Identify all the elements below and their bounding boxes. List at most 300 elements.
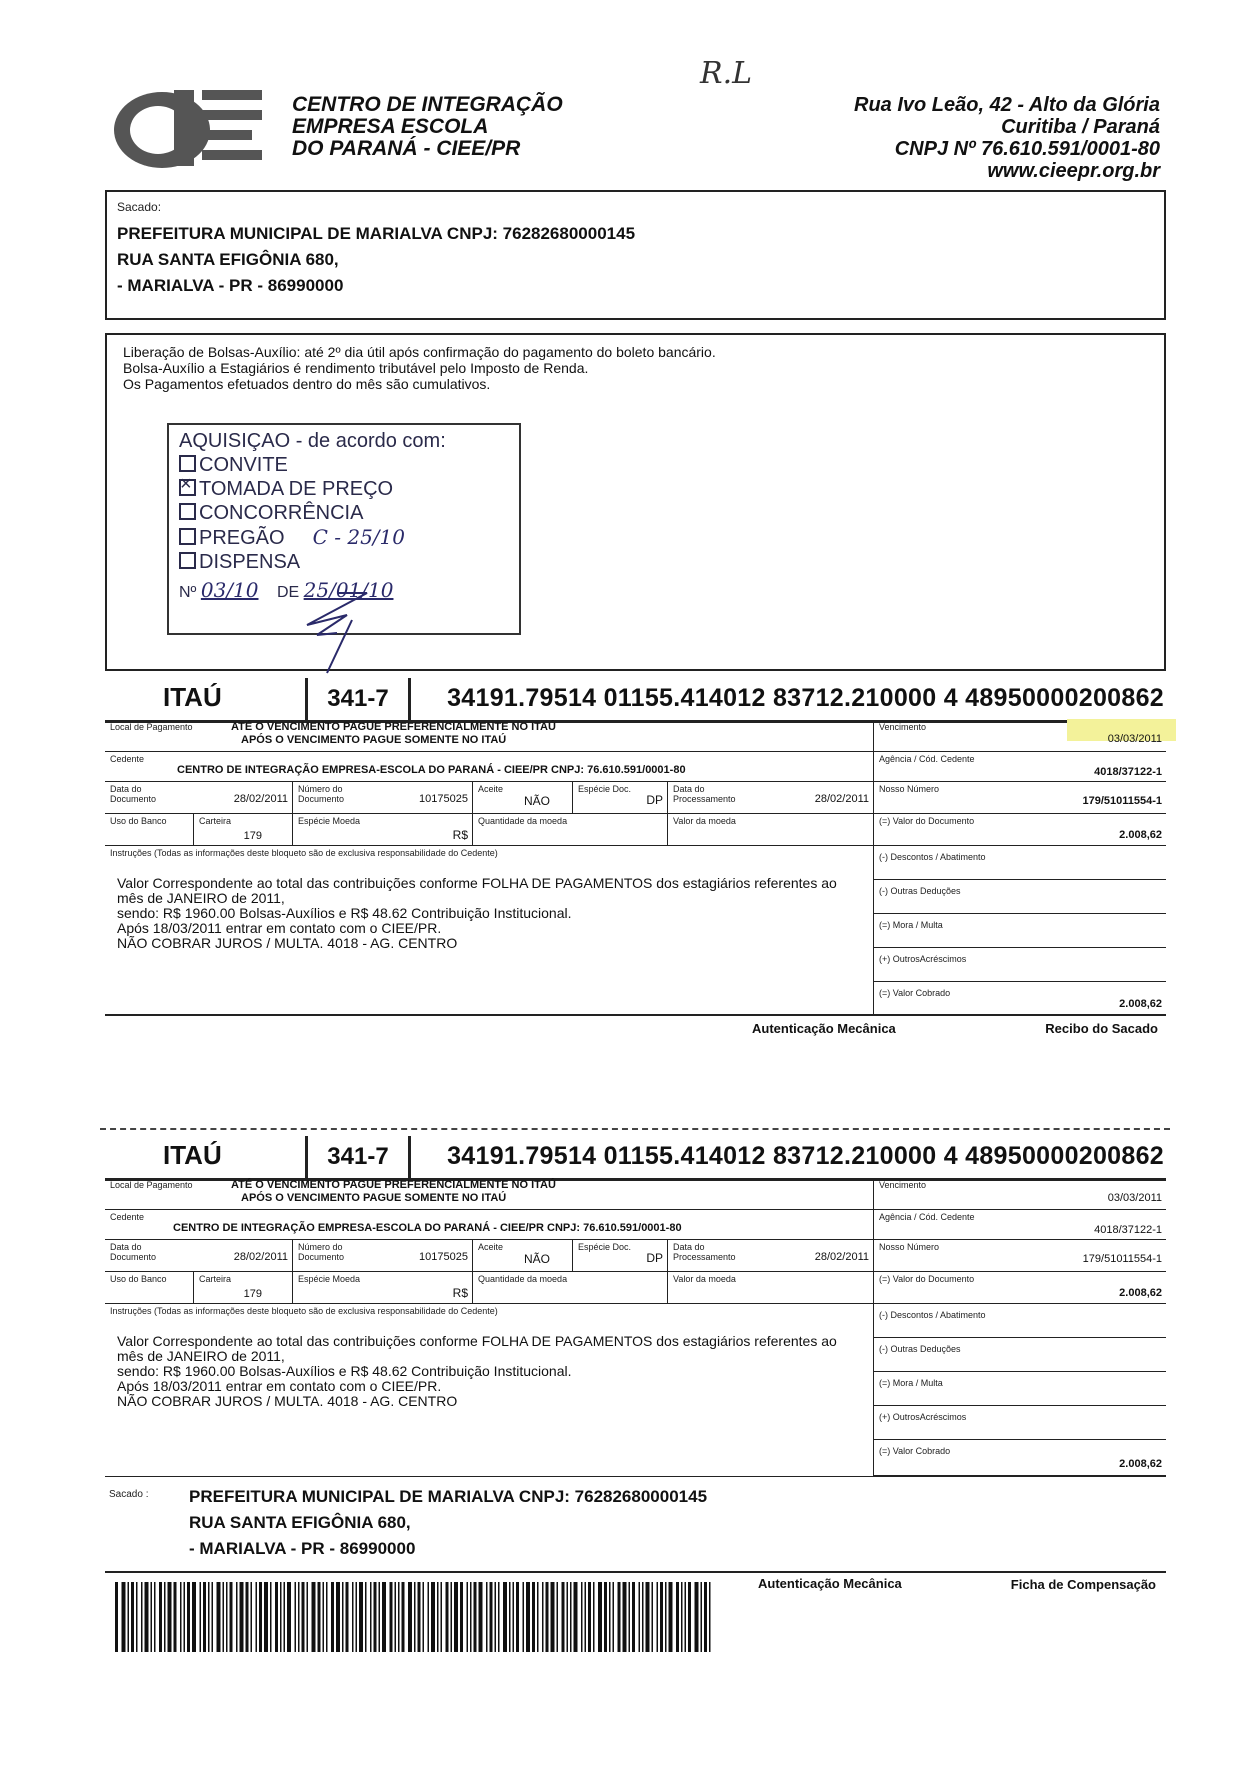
barcode-bar [613, 1582, 615, 1652]
barcode-bar [532, 1582, 535, 1652]
barcode-bar [513, 1582, 515, 1652]
barcode-bar [479, 1582, 483, 1652]
field-label: Número do Documento [298, 784, 345, 804]
autenticacao-mecanica-label: Autenticação Mecânica [758, 1576, 902, 1591]
local-line: ATÉ O VENCIMENTO PAGUE PREFERENCIALMENTE NO ITAÚ [231, 721, 556, 733]
vencimento-cell [873, 1178, 1166, 1210]
boleto-grid-top [105, 720, 1166, 1016]
barcode-bar [174, 1582, 177, 1652]
instrucoes-cell [105, 846, 873, 1016]
especie-doc-value: DP [646, 793, 663, 807]
aceite-value: NÃO [523, 794, 550, 808]
checked-checkbox-icon [179, 479, 196, 496]
barcode-bar [562, 1582, 565, 1652]
cut-line [100, 1128, 1170, 1130]
barcode [115, 1582, 715, 1652]
barcode-bar [646, 1582, 650, 1652]
field-label: Nosso Número [879, 784, 940, 794]
barcode-bar [557, 1582, 559, 1652]
barcode-bar [431, 1582, 435, 1652]
agencia-cell [873, 1210, 1166, 1240]
field-label: Valor da moeda [673, 1274, 736, 1284]
stamp-option-concorrencia [179, 501, 509, 525]
barcode-bar [270, 1582, 272, 1652]
checkbox-icon [179, 528, 196, 545]
field-label: (=) Valor Cobrado [879, 988, 951, 998]
barcode-bar [454, 1582, 458, 1652]
sacado-name: PREFEITURA MUNICIPAL DE MARIALVA CNPJ: 76282680000145 [189, 1487, 708, 1506]
organization-name [292, 94, 563, 160]
barcode-bar [551, 1582, 555, 1652]
barcode-bar [490, 1582, 493, 1652]
quantidade-moeda-cell [472, 814, 667, 846]
especie-moeda-cell [292, 814, 472, 846]
field-label: (-) Descontos / Abatimento [879, 1310, 986, 1320]
handwritten-date: 25/01/10 [303, 578, 394, 602]
barcode-bar [402, 1582, 405, 1652]
valor-documento-cell [873, 814, 1166, 846]
barcode-bar [509, 1582, 511, 1652]
especie-moeda-value: R$ [452, 1286, 468, 1300]
field-label: Espécie Moeda [298, 816, 361, 826]
sacado-street: RUA SANTA EFIGÔNIA 680, [117, 250, 339, 269]
barcode-bar [498, 1582, 500, 1652]
barcode-bar [326, 1582, 328, 1652]
field-label: Agência / Cód. Cedente [879, 754, 975, 764]
outros-acrescimos-cell [873, 948, 1166, 982]
barcode-bar [280, 1582, 282, 1652]
barcode-bar [115, 1582, 118, 1652]
field-label: Carteira [199, 1274, 232, 1284]
valor-cobrado-cell [873, 982, 1166, 1016]
barcode-bar [192, 1582, 196, 1652]
agencia-value: 4018/37122-1 [1094, 766, 1162, 778]
barcode-bar [302, 1582, 305, 1652]
barcode-bar [669, 1582, 673, 1652]
cnpj-line: CNPJ Nº 76.610.591/0001-80 [894, 138, 1160, 160]
barcode-bar [546, 1582, 549, 1652]
barcode-bar [437, 1582, 439, 1652]
mora-multa-cell [873, 914, 1166, 948]
local-pagamento-cell [105, 720, 873, 752]
valor-moeda-cell [667, 814, 873, 846]
city-line: Curitiba / Paraná [1001, 116, 1160, 138]
signature-scribble [277, 585, 397, 675]
barcode-bar [212, 1582, 214, 1652]
stamp-option-pregao [179, 525, 509, 550]
checkbox-icon [179, 455, 196, 472]
especie-moeda-value: R$ [452, 828, 468, 842]
sacado-box [105, 190, 1166, 320]
local-pagamento-value [231, 721, 556, 747]
barcode-bar [226, 1582, 228, 1652]
barcode-bar [336, 1582, 340, 1652]
barcode-bar [609, 1582, 611, 1652]
field-label: Data do Documento [110, 1242, 157, 1262]
barcode-bar [128, 1582, 130, 1652]
barcode-bar [441, 1582, 443, 1652]
field-label: Espécie Doc. [578, 784, 632, 794]
boleto-grid-bottom [105, 1178, 1166, 1476]
numero-documento-value: 10175025 [419, 1251, 468, 1263]
barcode-bar [307, 1582, 309, 1652]
bank-name: ITAÚ [163, 682, 222, 712]
barcode-bar [567, 1582, 569, 1652]
barcode-bar [145, 1582, 149, 1652]
vencimento-cell [873, 720, 1166, 752]
aceite-cell [472, 782, 572, 814]
local-pagamento-cell [105, 1178, 873, 1210]
barcode-bar [346, 1582, 349, 1652]
organization-address [854, 94, 1160, 182]
aceite-value: NÃO [523, 1252, 550, 1266]
vencimento-value: 03/03/2011 [1107, 1192, 1162, 1204]
data-processamento-cell [667, 782, 873, 814]
barcode-bar [704, 1582, 707, 1652]
field-label: Valor da moeda [673, 816, 736, 826]
barcode-bar [240, 1582, 244, 1652]
barcode-bar [122, 1582, 126, 1652]
barcode-bar [516, 1582, 519, 1652]
field-label: (-) Outras Deduções [879, 1344, 961, 1354]
valor-cobrado-value: 2.008,62 [1119, 998, 1162, 1010]
agencia-cell [873, 752, 1166, 782]
field-label: Data do Processamento [673, 784, 736, 804]
handwritten-number: 03/10 [200, 578, 259, 602]
field-label: Espécie Doc. [578, 1242, 632, 1252]
barcode-bar [495, 1582, 497, 1652]
barcode-bar [526, 1582, 530, 1652]
info-box [105, 333, 1166, 671]
field-label: (=) Mora / Multa [879, 920, 943, 930]
carteira-value: 179 [243, 1288, 262, 1300]
instruction-line: Valor Correspondente ao total das contribuições conforme FOLHA DE PAGAMENTOS dos estagiários referentes ao [117, 875, 837, 891]
vencimento-value: 03/03/2011 [1107, 733, 1162, 745]
field-label: (+) OutrosAcréscimos [879, 1412, 967, 1422]
barcode-bar [486, 1582, 488, 1652]
option-label: PREGÃO [199, 527, 285, 549]
barcode-bar [180, 1582, 182, 1652]
barcode-bar [642, 1582, 644, 1652]
barcode-bar [352, 1582, 354, 1652]
numero-documento-cell [292, 1240, 472, 1272]
barcode-bar [275, 1582, 278, 1652]
sacado-name: PREFEITURA MUNICIPAL DE MARIALVA CNPJ: 76282680000145 [117, 224, 636, 243]
org-line-3: DO PARANÁ - CIEE/PR [292, 137, 521, 160]
stamp-title: AQUISIÇAO - de acordo com: [179, 430, 446, 452]
data-documento-value: 28/02/2011 [233, 793, 288, 805]
barcode-bar [236, 1582, 238, 1652]
info-line: Os Pagamentos efetuados dentro do mês são cumulativos. [123, 376, 491, 392]
local-line: ATÉ O VENCIMENTO PAGUE PREFERENCIALMENTE NO ITAÚ [231, 1179, 556, 1191]
outras-deducoes-cell [873, 880, 1166, 914]
barcode-bar [251, 1582, 253, 1652]
field-label: Cedente [110, 1212, 145, 1222]
instruction-line: Após 18/03/2011 entrar em contato com o CIEE/PR. [117, 920, 442, 936]
especie-doc-value: DP [646, 1251, 663, 1265]
local-pagamento-value [231, 1179, 556, 1205]
data-documento-value: 28/02/2011 [233, 1251, 288, 1263]
valor-documento-value: 2.008,62 [1119, 829, 1162, 841]
field-label: Quantidade da moeda [478, 816, 568, 826]
barcode-bar [585, 1582, 587, 1652]
info-line: Bolsa-Auxílio a Estagiários é rendimento tributável pelo Imposto de Renda. [123, 360, 589, 376]
barcode-bar [246, 1582, 249, 1652]
cedente-value: CENTRO DE INTEGRAÇÃO EMPRESA-ESCOLA DO PARANÁ - CIEE/PR CNPJ: 76.610.591/0001-80 [177, 764, 686, 776]
stamp-option-dispensa [179, 550, 509, 574]
bank-header-row-bottom [105, 1136, 1166, 1181]
barcode-bar [159, 1582, 162, 1652]
field-label: Nosso Número [879, 1242, 940, 1252]
barcode-bar [359, 1582, 363, 1652]
bank-header-row [105, 678, 1166, 723]
stamp-option-convite [179, 453, 509, 477]
outras-deducoes-cell [873, 1338, 1166, 1372]
barcode-bar [256, 1582, 258, 1652]
valor-documento-cell [873, 1272, 1166, 1304]
barcode-bar [259, 1582, 262, 1652]
barcode-bar [618, 1582, 621, 1652]
barcode-bar [639, 1582, 641, 1652]
barcode-bar [187, 1582, 190, 1652]
barcode-bar [331, 1582, 334, 1652]
field-label: Número do Documento [298, 1242, 345, 1262]
barcode-bar [695, 1582, 699, 1652]
barcode-bar [395, 1582, 397, 1652]
barcode-bar [701, 1582, 703, 1652]
field-label: (=) Mora / Multa [879, 1378, 943, 1388]
barcode-bar [379, 1582, 381, 1652]
barcode-bar [370, 1582, 372, 1652]
field-label: Quantidade da moeda [478, 1274, 568, 1284]
info-text [123, 344, 716, 392]
barcode-bar [423, 1582, 425, 1652]
barcode-bar [523, 1582, 525, 1652]
descontos-cell [873, 846, 1166, 880]
barcode-bar [203, 1582, 206, 1652]
barcode-bar [446, 1582, 449, 1652]
outros-acrescimos-cell [873, 1406, 1166, 1440]
field-label: Vencimento [879, 1180, 927, 1190]
address-line: Rua Ivo Leão, 42 - Alto da Glória [854, 94, 1160, 116]
barcode-bar [418, 1582, 421, 1652]
barcode-bar [652, 1582, 654, 1652]
barcode-bar [542, 1582, 544, 1652]
field-label: (-) Outras Deduções [879, 886, 961, 896]
option-label: CONCORRÊNCIA [199, 502, 364, 524]
barcode-bar [164, 1582, 166, 1652]
barcode-bar [623, 1582, 627, 1652]
option-label: TOMADA DE PREÇO [199, 478, 394, 500]
field-label: Local de Pagamento [110, 1180, 193, 1190]
checkbox-icon [179, 503, 196, 520]
barcode-bar [141, 1582, 143, 1652]
instruction-line: sendo: R$ 1960.00 Bolsas-Auxílios e R$ 48.62 Contribuição Institucional. [117, 1363, 572, 1379]
recibo-sacado-label: Recibo do Sacado [1045, 1021, 1158, 1036]
bank-code: 341-7 [305, 678, 411, 720]
cedente-cell [105, 752, 873, 782]
barcode-bar [131, 1582, 134, 1652]
nosso-numero-cell [873, 1240, 1166, 1272]
barcode-bar [200, 1582, 202, 1652]
barcode-bar [414, 1582, 416, 1652]
barcode-bar [503, 1582, 507, 1652]
field-label: Agência / Cód. Cedente [879, 1212, 975, 1222]
valor-documento-value: 2.008,62 [1119, 1287, 1162, 1299]
field-label: Uso do Banco [110, 816, 167, 826]
sacado-bottom-block [105, 1476, 1166, 1573]
barcode-bar [709, 1582, 711, 1652]
barcode-bar [681, 1582, 683, 1652]
barcode-bar [632, 1582, 635, 1652]
barcode-bar [460, 1582, 463, 1652]
data-documento-cell [105, 782, 292, 814]
barcode-bar [342, 1582, 344, 1652]
barcode-bar [230, 1582, 233, 1652]
info-line: Liberação de Bolsas-Auxílio: até 2º dia útil após confirmação do pagamento do boleto bancário. [123, 344, 716, 360]
barcode-bar [604, 1582, 607, 1652]
barcode-bar [151, 1582, 153, 1652]
sacado-street: RUA SANTA EFIGÔNIA 680, [189, 1513, 411, 1532]
aceite-cell [472, 1240, 572, 1272]
local-line: APÓS O VENCIMENTO PAGUE SOMENTE NO ITAÚ [241, 734, 507, 746]
cedente-value: CENTRO DE INTEGRAÇÃO EMPRESA-ESCOLA DO PARANÁ - CIEE/PR CNPJ: 76.610.591/0001-80 [173, 1222, 682, 1234]
quantidade-moeda-cell [472, 1272, 667, 1304]
barcode-bar [264, 1582, 268, 1652]
uso-banco-cell [105, 814, 193, 846]
instruction-line: mês de JANEIRO de 2011, [117, 890, 285, 906]
barcode-bar [629, 1582, 631, 1652]
sacado-city: - MARIALVA - PR - 86990000 [189, 1539, 416, 1558]
instruction-line: Após 18/03/2011 entrar em contato com o CIEE/PR. [117, 1378, 442, 1394]
stamp-option-tomada [179, 477, 509, 501]
barcode-bar [676, 1582, 679, 1652]
valor-cobrado-value: 2.008,62 [1119, 1458, 1162, 1470]
ficha-compensacao-label: Ficha de Compensação [1010, 1577, 1156, 1592]
local-line: APÓS O VENCIMENTO PAGUE SOMENTE NO ITAÚ [241, 1192, 507, 1204]
barcode-bar [217, 1582, 221, 1652]
carteira-cell [193, 1272, 292, 1304]
instruction-line: Valor Correspondente ao total das contribuições conforme FOLHA DE PAGAMENTOS dos estagiários referentes ao [117, 1333, 837, 1349]
instrucoes-text [117, 1334, 837, 1409]
checkbox-icon [179, 552, 196, 569]
field-label: (=) Valor Cobrado [879, 1446, 951, 1456]
barcode-bar [365, 1582, 367, 1652]
barcode-bar [685, 1582, 687, 1652]
date-label: DE [276, 584, 300, 601]
instruction-line: sendo: R$ 1960.00 Bolsas-Auxílios e R$ 48.62 Contribuição Institucional. [117, 905, 572, 921]
ciee-logo [112, 86, 280, 170]
website-link[interactable]: www.cieepr.org.br [987, 160, 1160, 182]
sacado-label: Sacado: [117, 200, 162, 214]
barcode-bar [474, 1582, 477, 1652]
sacado-label: Sacado : [109, 1489, 149, 1500]
nosso-numero-value: 179/51011554-1 [1082, 1253, 1162, 1265]
carteira-cell [193, 814, 292, 846]
instruction-line: mês de JANEIRO de 2011, [117, 1348, 285, 1364]
barcode-bar [581, 1582, 583, 1652]
barcode-bar [688, 1582, 691, 1652]
option-label: DISPENSA [199, 551, 301, 573]
field-label: Data do Documento [110, 784, 157, 804]
data-documento-cell [105, 1240, 292, 1272]
autenticacao-mecanica-label: Autenticação Mecânica [752, 1021, 896, 1036]
barcode-bar [287, 1582, 291, 1652]
barcode-bar [136, 1582, 138, 1652]
barcode-bar [374, 1582, 377, 1652]
barcode-bar [593, 1582, 595, 1652]
barcode-bar [390, 1582, 393, 1652]
org-line-1: CENTRO DE INTEGRAÇÃO [292, 93, 563, 116]
field-label: Instruções (Todas as informações deste bloqueto são de exclusiva responsabilidade do Cedente) [110, 1306, 498, 1316]
barcode-bar [451, 1582, 453, 1652]
field-label: Aceite [478, 1242, 504, 1252]
field-label: Carteira [199, 816, 232, 826]
field-label: Espécie Moeda [298, 1274, 361, 1284]
field-label: Cedente [110, 754, 145, 764]
barcode-bar [295, 1582, 297, 1652]
barcode-bar [657, 1582, 659, 1652]
barcode-bar [284, 1582, 286, 1652]
field-label: (=) Valor do Documento [879, 816, 975, 826]
especie-doc-cell [572, 1240, 667, 1272]
bank-name: ITAÚ [163, 1140, 222, 1170]
nosso-numero-cell [873, 782, 1166, 814]
instrucoes-text [117, 876, 837, 951]
barcode-bar [598, 1582, 602, 1652]
handwritten-process-number: C - 25/10 [312, 525, 405, 549]
carteira-value: 179 [243, 830, 262, 842]
valor-cobrado-cell [873, 1440, 1166, 1476]
barcode-bar [660, 1582, 663, 1652]
barcode-bar [665, 1582, 667, 1652]
digitable-line: 34191.79514 01155.414012 83712.210000 4 48950000200862 [447, 1142, 1164, 1170]
barcode-bar [298, 1582, 300, 1652]
data-processamento-cell [667, 1240, 873, 1272]
barcode-bar [323, 1582, 325, 1652]
field-label: Uso do Banco [110, 1274, 167, 1284]
barcode-bar [588, 1582, 591, 1652]
handwritten-initials: R.L [700, 56, 753, 91]
barcode-bar [428, 1582, 430, 1652]
barcode-bar [208, 1582, 210, 1652]
nosso-numero-value: 179/51011554-1 [1082, 795, 1162, 807]
barcode-bar [318, 1582, 321, 1652]
barcode-bar [223, 1582, 225, 1652]
org-line-2: EMPRESA ESCOLA [292, 115, 489, 138]
option-label: CONVITE [199, 454, 288, 476]
especie-doc-cell [572, 782, 667, 814]
numero-documento-cell [292, 782, 472, 814]
barcode-bar [312, 1582, 316, 1652]
barcode-bar [382, 1582, 386, 1652]
barcode-bar [537, 1582, 539, 1652]
agencia-value: 4018/37122-1 [1094, 1224, 1162, 1236]
barcode-bar [154, 1582, 156, 1652]
barcode-bar [398, 1582, 400, 1652]
field-label: Data do Processamento [673, 1242, 736, 1262]
descontos-cell [873, 1304, 1166, 1338]
barcode-bar [184, 1582, 186, 1652]
valor-moeda-cell [667, 1272, 873, 1304]
data-processamento-value: 28/02/2011 [814, 793, 869, 805]
field-label: Vencimento [879, 722, 927, 732]
field-label: (-) Descontos / Abatimento [879, 852, 986, 862]
bank-code: 341-7 [305, 1136, 411, 1178]
instruction-line: NÃO COBRAR JUROS / MULTA. 4018 - AG. CENTRO [117, 935, 458, 951]
field-label: Aceite [478, 784, 504, 794]
field-label: (+) OutrosAcréscimos [879, 954, 967, 964]
